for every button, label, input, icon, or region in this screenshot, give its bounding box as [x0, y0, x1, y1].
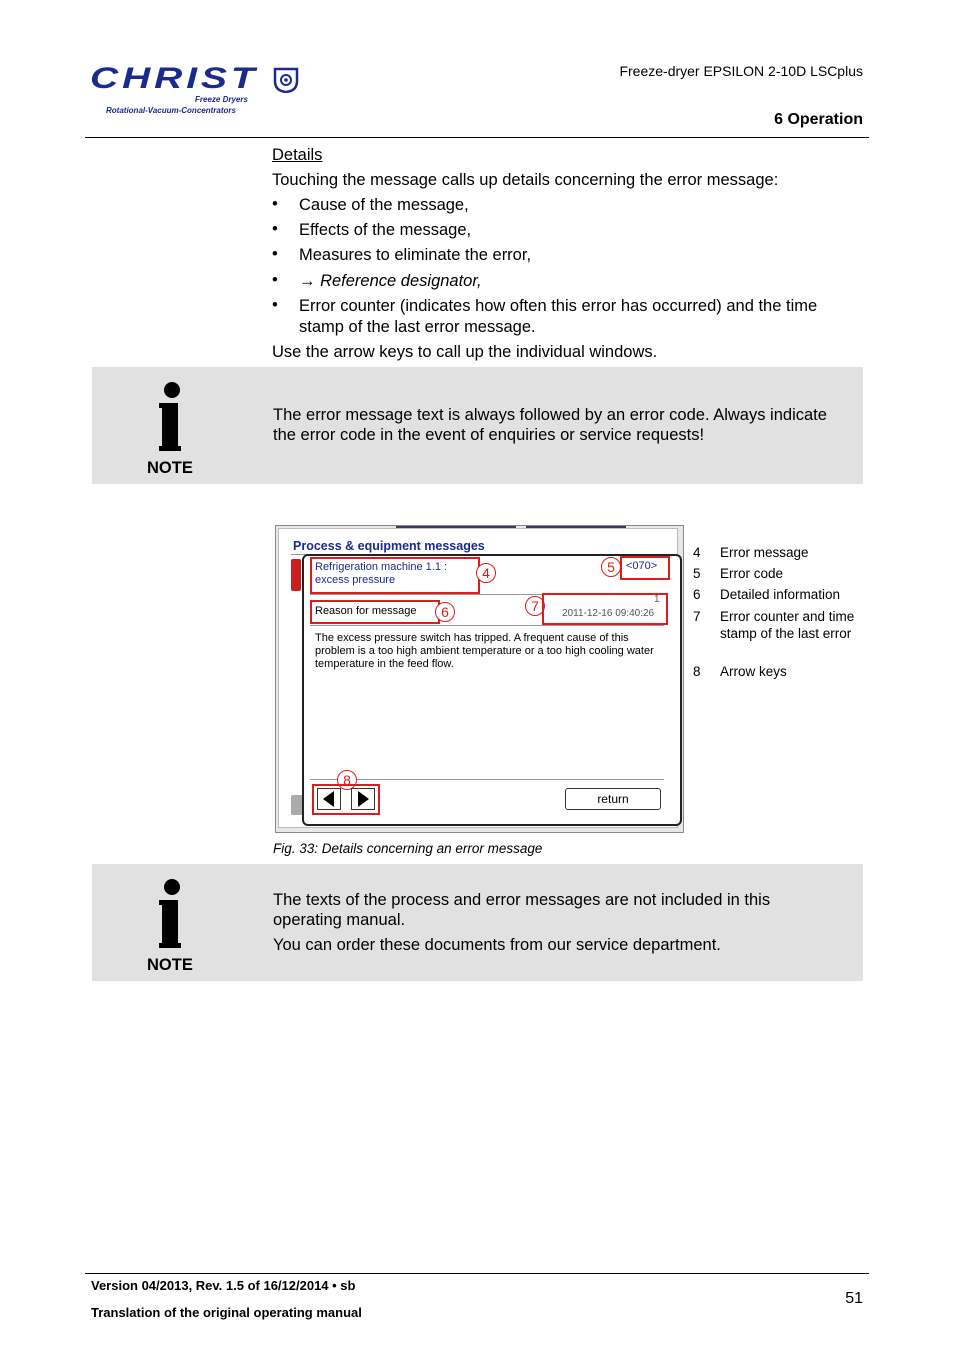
legend-number: 4 — [693, 545, 701, 560]
figure-caption: Fig. 33: Details concerning an error message — [273, 841, 543, 856]
bullet-marker: • — [272, 271, 278, 289]
bullet-marker: • — [272, 296, 278, 314]
detail-text: The excess pressure switch has tripped. A frequent cause of this problem is a too high ambient temperature or a too high cooling water temperature in the feed flow. — [315, 632, 654, 670]
bullet-marker: • — [272, 195, 278, 213]
legend-number: 5 — [693, 566, 701, 581]
legend-number: 8 — [693, 664, 701, 679]
bullet-marker: • — [272, 220, 278, 238]
error-code-value: <070> — [626, 560, 658, 572]
details-outro: Use the arrow keys to call up the individual windows. — [272, 343, 658, 361]
note-text: The error message text is always followed by an error code. Always indicate the error code in the event of enquiries or service requests! — [273, 406, 827, 444]
reason-label: Reason for message — [315, 605, 417, 617]
marker-7: 7 — [525, 596, 545, 616]
footer-version: Version 04/2013, Rev. 1.5 of 16/12/2014 • sb — [91, 1278, 356, 1293]
error-timestamp: 2011-12-16 09:40:26 — [562, 608, 655, 619]
message-marker — [291, 559, 301, 591]
page-number: 51 — [845, 1290, 863, 1307]
legend-text: Error code — [720, 566, 784, 581]
arrow-right-icon — [352, 789, 374, 809]
divider — [310, 779, 664, 780]
details-intro: Touching the message calls up details concerning the error message: — [272, 171, 779, 189]
header-rule — [85, 137, 869, 138]
logo-wordmark: CHRIST — [90, 62, 259, 95]
divider — [310, 625, 664, 626]
bullet-reference-designator[interactable]: → Reference designator, — [299, 272, 482, 290]
marker-6: 6 — [435, 602, 455, 622]
bullet-measures: Measures to eliminate the error, — [299, 246, 532, 264]
footer-translation: Translation of the original operating manual — [91, 1305, 362, 1320]
error-counter-value: 1 — [654, 594, 660, 605]
bullet-effects: Effects of the message, — [299, 221, 472, 239]
marker-8: 8 — [337, 770, 357, 790]
bullet-marker: • — [272, 245, 278, 263]
marker-4: 4 — [476, 563, 496, 583]
legend-text: Arrow keys — [720, 664, 787, 679]
info-icon — [128, 379, 218, 459]
bullet-cause: Cause of the message, — [299, 196, 469, 214]
note-text-order: You can order these documents from our service department. — [273, 936, 721, 954]
legend-number: 6 — [693, 587, 701, 602]
header-section-title: 6 Operation — [774, 111, 863, 128]
logo-emblem-icon — [273, 67, 299, 93]
marker-5: 5 — [601, 557, 621, 577]
note-box — [92, 367, 863, 484]
logo-subtitle-freeze-dryers: Freeze Dryers — [195, 95, 248, 104]
arrow-left-button[interactable] — [317, 788, 341, 810]
arrow-right-button[interactable] — [351, 788, 375, 810]
legend-text: Error counter and time stamp of the last error — [720, 609, 855, 641]
legend-number: 7 — [693, 609, 701, 624]
note-label: NOTE — [147, 956, 193, 974]
note-label: NOTE — [147, 459, 193, 477]
error-message-line1: Refrigeration machine 1.1 : — [315, 561, 448, 573]
legend-text: Error message — [720, 545, 809, 560]
error-message-line2: excess pressure — [315, 574, 396, 586]
arrow-left-icon — [318, 789, 340, 809]
screen-title: Process & equipment messages — [293, 539, 485, 553]
note-text: The texts of the process and error messages are not included in this operating manual. — [273, 891, 771, 929]
header-product-name: Freeze-dryer EPSILON 2-10D LSCplus — [619, 63, 863, 79]
figure-screenshot — [275, 525, 684, 833]
details-dialog — [302, 554, 682, 826]
footer-rule — [85, 1273, 869, 1274]
logo-subtitle-concentrators: Rotational-Vacuum-Concentrators — [106, 106, 236, 115]
return-button[interactable]: return — [565, 788, 661, 810]
note-box — [92, 864, 863, 981]
legend-text: Detailed information — [720, 587, 841, 602]
info-icon — [128, 876, 218, 956]
bullet-error-counter: Error counter (indicates how often this error has occurred) and the time stamp of the last error message. — [299, 297, 818, 336]
details-heading: Details — [272, 146, 323, 164]
